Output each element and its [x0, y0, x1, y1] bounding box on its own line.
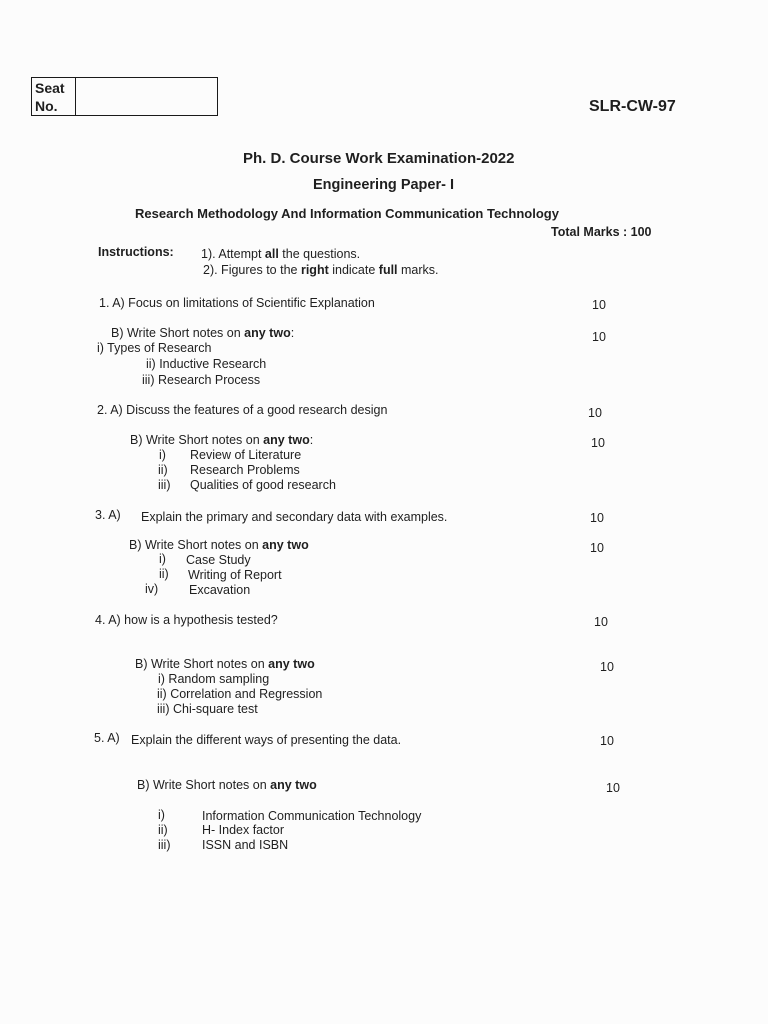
q2-b-marks: 10	[591, 436, 605, 450]
q3-part-b: B) Write Short notes on any two	[129, 538, 309, 552]
q4-item-2: ii) Correlation and Regression	[157, 687, 323, 701]
total-marks: Total Marks : 100	[551, 225, 652, 239]
q5-a-marks: 10	[600, 734, 614, 748]
instruction-1: 1). Attempt all the questions.	[201, 247, 361, 261]
q3-part-a: Explain the primary and secondary data with examples.	[141, 510, 448, 524]
q3-item-2-num: ii)	[159, 567, 169, 581]
q4-part-a: 4. A) how is a hypothesis tested?	[95, 613, 278, 627]
seat-number-box	[31, 77, 218, 116]
q4-item-3: iii) Chi-square test	[157, 702, 258, 716]
q3-item-1-num: i)	[159, 552, 166, 566]
q4-part-b: B) Write Short notes on any two	[135, 657, 315, 671]
q5-part-a: Explain the different ways of presenting the data.	[131, 733, 402, 747]
q1-b-marks: 10	[592, 330, 606, 344]
q3-a-marks: 10	[590, 511, 604, 525]
q2-part-a: 2. A) Discuss the features of a good research design	[97, 403, 388, 417]
seat-label	[32, 78, 76, 115]
paper-code: SLR-CW-97	[589, 98, 676, 115]
q5-item-2-num: ii)	[158, 823, 168, 837]
seat-number-field	[76, 78, 217, 115]
q1-part-a: 1. A) Focus on limitations of Scientific Explanation	[99, 296, 375, 310]
q3-b-marks: 10	[590, 541, 604, 555]
q5-item-1: Information Communication Technology	[202, 809, 422, 823]
q2-item-1-num: i)	[159, 448, 166, 462]
q5-item-3: ISSN and ISBN	[202, 838, 289, 852]
seat-label-line2: No.	[35, 98, 58, 114]
q3-item-3: Excavation	[189, 583, 251, 597]
q5-part-b: B) Write Short notes on any two	[137, 778, 317, 792]
instruction-2: 2). Figures to the right indicate full marks.	[203, 263, 439, 277]
q2-item-2: Research Problems	[190, 463, 300, 477]
seat-label-line1: Seat	[35, 80, 65, 96]
q4-item-1: i) Random sampling	[158, 672, 270, 686]
q5-a-num: 5. A)	[94, 731, 120, 745]
q1-part-b: B) Write Short notes on any two:	[111, 326, 295, 340]
q1-item-2: ii) Inductive Research	[146, 357, 267, 371]
q4-a-marks: 10	[594, 615, 608, 629]
q5-item-1-num: i)	[158, 808, 165, 822]
q3-item-2: Writing of Report	[188, 568, 282, 582]
q3-item-3-num: iv)	[145, 582, 159, 596]
paper-title: Engineering Paper- I	[313, 177, 454, 193]
q2-item-3-num: iii)	[158, 478, 171, 492]
q2-item-1: Review of Literature	[190, 448, 302, 462]
q2-a-marks: 10	[588, 406, 602, 420]
subject-title: Research Methodology And Information Communication Technology	[135, 206, 559, 221]
q4-b-marks: 10	[600, 660, 614, 674]
q3-item-1: Case Study	[186, 553, 251, 567]
q1-item-1: i) Types of Research	[97, 341, 212, 355]
q2-item-2-num: ii)	[158, 463, 168, 477]
instructions-label: Instructions:	[98, 245, 174, 259]
q2-item-3: Qualities of good research	[190, 478, 336, 492]
q2-part-b: B) Write Short notes on any two:	[130, 433, 314, 447]
q3-a-num: 3. A)	[95, 508, 121, 522]
q1-item-3: iii) Research Process	[142, 373, 261, 387]
q5-item-3-num: iii)	[158, 838, 171, 852]
q5-item-2: H- Index factor	[202, 823, 284, 837]
exam-title: Ph. D. Course Work Examination-2022	[243, 150, 515, 167]
q1-a-marks: 10	[592, 298, 606, 312]
q5-b-marks: 10	[606, 781, 620, 795]
